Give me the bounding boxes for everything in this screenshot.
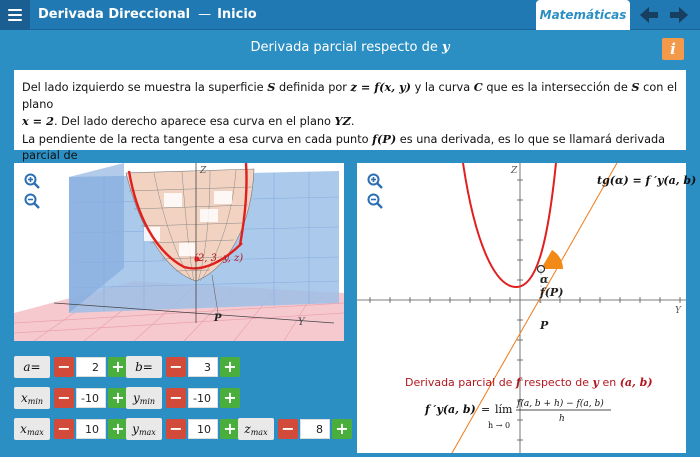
control-a-value[interactable]: 2: [76, 357, 106, 377]
control-xmax-value[interactable]: 10: [76, 419, 106, 439]
text: . Del lado derecho aparece esa curva en el plano: [53, 115, 335, 128]
zoom-out-icon[interactable]: [367, 193, 383, 209]
label-main: x: [20, 422, 27, 436]
fP-label: f(P): [540, 286, 564, 299]
label-main: z: [244, 422, 251, 436]
arrow-left-icon[interactable]: [638, 5, 660, 25]
section-title-var: y: [441, 40, 450, 55]
curve-2d-view[interactable]: [357, 163, 697, 453]
math: (a, b): [619, 376, 653, 389]
text: Derivada parcial de: [405, 376, 516, 389]
limit-lim: lím: [495, 403, 513, 416]
control-a-label: a=: [14, 356, 50, 378]
control-xmin-decrement-button[interactable]: −: [54, 388, 74, 408]
text: que es la intersección de: [482, 81, 632, 94]
z-axis-label: Z: [200, 166, 207, 176]
tangent-line: [452, 163, 617, 453]
text: es una derivada, es lo que se llamará derivada parcial de: [22, 132, 666, 162]
control-a-increment-button[interactable]: +: [108, 357, 128, 377]
explanation-line-2: [22, 113, 678, 131]
limit-denominator: h: [559, 414, 565, 424]
control-ymax-increment-button[interactable]: +: [220, 419, 240, 439]
control-zmax-value[interactable]: 8: [300, 419, 330, 439]
math: S: [267, 80, 276, 94]
control-a: [14, 356, 128, 378]
limit-lhs: f ′y(a, b): [425, 403, 476, 416]
control-b-value[interactable]: 3: [188, 357, 218, 377]
math: z = f(x, y): [350, 80, 411, 94]
math: f: [515, 376, 521, 389]
text: Del lado izquierdo se muestra la superficie: [22, 81, 268, 94]
limit-equals: =: [481, 403, 491, 416]
text: en: [598, 376, 620, 389]
limit-formula: [424, 398, 611, 430]
top-bar: [0, 0, 700, 30]
limit-subscript: h → 0: [488, 421, 511, 430]
limit-numerator: f(a, b + h) − f(a, b): [517, 399, 604, 409]
app-title: [38, 7, 257, 22]
label-sub: max: [250, 427, 268, 437]
surface-3d-view[interactable]: [14, 163, 344, 341]
control-xmax-decrement-button[interactable]: −: [54, 419, 74, 439]
control-zmax-decrement-button[interactable]: −: [278, 419, 298, 439]
control-ymin: [126, 387, 240, 409]
z-axis-label: Z: [511, 166, 518, 176]
control-xmin-label: [14, 387, 50, 409]
control-xmin-increment-button[interactable]: +: [108, 388, 128, 408]
section-title: [0, 40, 700, 55]
control-zmax: [238, 418, 352, 440]
control-xmax-increment-button[interactable]: +: [108, 419, 128, 439]
control-ymin-label: [126, 387, 162, 409]
y-axis-label: Y: [298, 317, 305, 328]
control-ymin-decrement-button[interactable]: −: [166, 388, 186, 408]
control-a-decrement-button[interactable]: −: [54, 357, 74, 377]
control-b-increment-button[interactable]: +: [220, 357, 240, 377]
zoom-in-icon[interactable]: [24, 173, 40, 189]
P-label: P: [540, 319, 549, 332]
derivative-title: [405, 376, 653, 389]
control-b-label: b=: [126, 356, 162, 378]
label-sub: max: [26, 427, 44, 437]
math: x = 2: [22, 114, 54, 128]
label-sub: max: [138, 427, 156, 437]
math: C: [473, 80, 483, 94]
curve-2d-canvas[interactable]: [357, 163, 697, 453]
control-b-decrement-button[interactable]: −: [166, 357, 186, 377]
math: y: [592, 376, 599, 389]
section-title-text: Derivada parcial respecto de: [250, 40, 438, 55]
surface-point-label: (2, 3, y, z): [194, 253, 244, 264]
control-xmax-label: [14, 418, 50, 440]
control-b: [126, 356, 240, 378]
menu-icon[interactable]: [0, 0, 30, 30]
app-title-text: Derivada Direccional: [38, 7, 191, 22]
angle-wedge: [541, 250, 563, 269]
surface-3d-canvas[interactable]: [14, 163, 344, 341]
point-P-label: P: [214, 313, 222, 324]
info-icon[interactable]: i: [662, 38, 684, 60]
text: y la curva: [411, 81, 474, 94]
label-sub: min: [139, 396, 156, 406]
control-zmax-label: [238, 418, 274, 440]
label-main: y: [132, 422, 139, 436]
subject-tab[interactable]: Matemáticas: [536, 0, 630, 30]
text: con el plano: [22, 81, 678, 111]
math: S: [631, 80, 640, 94]
control-xmin-value[interactable]: -10: [76, 388, 106, 408]
zoom-in-icon[interactable]: [367, 173, 383, 189]
control-ymax-decrement-button[interactable]: −: [166, 419, 186, 439]
explanation-line-1: [22, 79, 678, 113]
control-ymax-label: [126, 418, 162, 440]
zoom-out-icon[interactable]: [24, 193, 40, 209]
explanation-line-3: [22, 131, 678, 165]
text: La pendiente de la recta tangente a esa curva en cada punto: [22, 132, 373, 146]
control-ymax: [126, 418, 240, 440]
y-axis-label: Y: [675, 306, 681, 316]
page-name: Inicio: [217, 7, 257, 22]
text: respecto de: [520, 376, 593, 389]
label-main: y: [132, 391, 140, 405]
explanation-panel: [14, 70, 686, 162]
control-xmin: [14, 387, 128, 409]
label-sub: min: [27, 396, 44, 406]
arrow-right-icon[interactable]: [668, 5, 690, 25]
tangent-formula: tg(α) = f ′y(a, b): [597, 174, 697, 187]
text: .: [350, 115, 355, 128]
math: YZ: [334, 114, 351, 128]
control-ymin-value[interactable]: -10: [188, 388, 218, 408]
alpha-label: α: [540, 273, 549, 286]
control-ymax-value[interactable]: 10: [188, 419, 218, 439]
text: definida por: [275, 81, 351, 94]
control-zmax-increment-button[interactable]: +: [332, 419, 352, 439]
title-separator: —: [198, 7, 212, 22]
control-xmax: [14, 418, 128, 440]
label-main: x: [20, 391, 28, 405]
control-ymin-increment-button[interactable]: +: [220, 388, 240, 408]
math: f(P): [372, 131, 397, 146]
